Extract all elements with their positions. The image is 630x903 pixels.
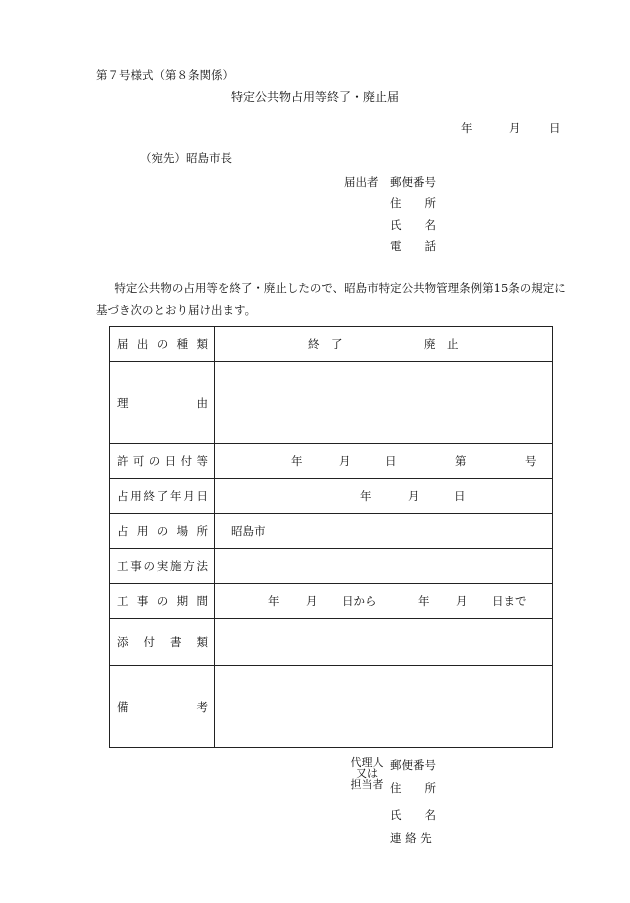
- agent-row: [344, 757, 442, 793]
- agent-role: [344, 757, 390, 790]
- row-label: [110, 488, 214, 504]
- applicant-field-label: 電 話: [390, 239, 436, 254]
- label-char: 出: [136, 337, 149, 351]
- applicant-role: 届出者: [344, 174, 379, 189]
- table-row: [110, 514, 553, 549]
- label-char: の: [143, 559, 155, 573]
- label-char: 工: [117, 594, 129, 608]
- label-char: 等: [196, 454, 208, 468]
- label-char: 終: [143, 489, 155, 503]
- row-label: [110, 453, 214, 469]
- table-row: [110, 549, 553, 584]
- label-char: 日: [164, 454, 177, 468]
- table-row: [110, 619, 553, 666]
- label-char: 考: [196, 699, 208, 714]
- label-char: 用: [136, 524, 149, 538]
- applicant-row: [344, 171, 442, 193]
- row-label: [110, 336, 214, 352]
- enddate-day: 日: [454, 489, 466, 503]
- reason-field[interactable]: [215, 362, 553, 444]
- date-month: 月: [509, 121, 521, 135]
- label-char: 届: [117, 337, 129, 351]
- table-row: [110, 327, 553, 362]
- label-char: 付: [180, 454, 193, 468]
- agent-role-line: 代理人: [350, 756, 384, 769]
- applicant-field-label: 住 所: [390, 196, 436, 211]
- attachments-field[interactable]: [215, 619, 553, 666]
- label-char: 書: [170, 635, 182, 649]
- agent-role-line: 担当者: [350, 778, 384, 791]
- agent-field-label: 氏 名: [390, 807, 436, 822]
- label-char: 所: [196, 524, 208, 538]
- period-end-month: 月: [456, 594, 468, 608]
- agent-row: [344, 803, 442, 826]
- row-label: [110, 523, 214, 539]
- applicant-field-label: 郵便番号: [390, 174, 436, 189]
- label-char: 用: [130, 489, 142, 503]
- addressee: （宛先）昭島市長: [140, 151, 232, 165]
- page-title: 特定公共物占用等終了・廃止届: [230, 90, 399, 104]
- permit-number-prefix: 第: [455, 454, 467, 468]
- period-end-year: 年: [418, 594, 430, 608]
- table-row: [110, 362, 553, 444]
- label-char: 月: [183, 489, 195, 503]
- label-char: 年: [170, 489, 182, 503]
- label-char: 占: [117, 489, 129, 503]
- label-char: 日: [196, 489, 208, 503]
- label-char: 付: [143, 635, 155, 649]
- table-row: [110, 479, 553, 514]
- period-start-day: 日から: [342, 594, 377, 608]
- label-char: 理: [117, 395, 129, 410]
- agent-block: [344, 757, 442, 849]
- permit-number-suffix: 号: [525, 454, 537, 468]
- notice-paragraph: 特定公共物の占用等を終了・廃止したので、昭島市特定公共物管理条例第15条の規定に基づき次のとおり届け出ます。: [96, 281, 566, 317]
- period-start-year: 年: [268, 594, 280, 608]
- label-char: 方: [183, 559, 195, 573]
- label-char: 法: [196, 559, 208, 573]
- label-char: 種: [176, 337, 189, 351]
- label-char: 類: [196, 635, 208, 649]
- label-char: 期: [176, 594, 189, 608]
- row-label: [110, 593, 214, 609]
- permit-month: 月: [339, 454, 351, 468]
- label-char: 場: [176, 524, 189, 538]
- agent-role-line: 又は: [356, 767, 378, 780]
- notice-statement: [96, 277, 571, 321]
- period-start-month: 月: [306, 594, 318, 608]
- label-char: 許: [117, 454, 129, 468]
- label-char: 了: [156, 489, 169, 503]
- label-char: 類: [196, 337, 208, 351]
- label-char: 由: [196, 395, 208, 410]
- label-char: 間: [196, 594, 208, 608]
- agent-field-label: 住 所: [390, 781, 436, 795]
- form-number: 第７号様式（第８条関係）: [96, 68, 234, 82]
- place-value[interactable]: 昭島市: [231, 524, 266, 538]
- agent-field-label: 郵便番号: [390, 758, 436, 772]
- label-char: 実: [156, 559, 169, 573]
- permit-day: 日: [385, 454, 397, 468]
- label-char: の: [156, 337, 169, 351]
- table-row: [110, 444, 553, 479]
- date-day: 日: [549, 121, 561, 135]
- applicant-block: [344, 171, 442, 257]
- kind-option-end[interactable]: 終 了: [308, 337, 343, 351]
- applicant-row: [344, 193, 442, 215]
- enddate-month: 月: [408, 489, 420, 503]
- label-char: の: [156, 594, 169, 608]
- label-char: 備: [117, 699, 129, 714]
- kind-option-abolish[interactable]: 廃 止: [424, 337, 459, 351]
- remarks-field[interactable]: [215, 666, 553, 748]
- label-char: 事: [130, 559, 142, 573]
- notification-table: [109, 326, 553, 748]
- row-label: [110, 558, 214, 574]
- agent-row: [344, 826, 442, 849]
- label-char: 添: [117, 635, 129, 649]
- agent-field-label: 連 絡 先: [390, 830, 432, 845]
- method-field[interactable]: [215, 549, 553, 584]
- applicant-row: [344, 214, 442, 236]
- permit-year: 年: [291, 454, 303, 468]
- label-char: 施: [170, 559, 182, 573]
- row-label: [110, 699, 214, 715]
- enddate-year: 年: [360, 489, 372, 503]
- table-row: [110, 666, 553, 748]
- label-char: 可: [132, 454, 145, 468]
- applicant-row: [344, 236, 442, 258]
- label-char: 工: [117, 559, 129, 573]
- applicant-field-label: 氏 名: [390, 217, 436, 232]
- date-year: 年: [461, 121, 473, 135]
- label-char: の: [156, 524, 169, 538]
- period-end-day: 日まで: [492, 594, 527, 608]
- label-char: 事: [136, 594, 149, 608]
- row-label: [110, 634, 214, 650]
- label-char: の: [148, 454, 161, 468]
- submission-date: [461, 120, 561, 136]
- table-row: [110, 584, 553, 619]
- label-char: 占: [117, 524, 129, 538]
- row-label: [110, 395, 214, 411]
